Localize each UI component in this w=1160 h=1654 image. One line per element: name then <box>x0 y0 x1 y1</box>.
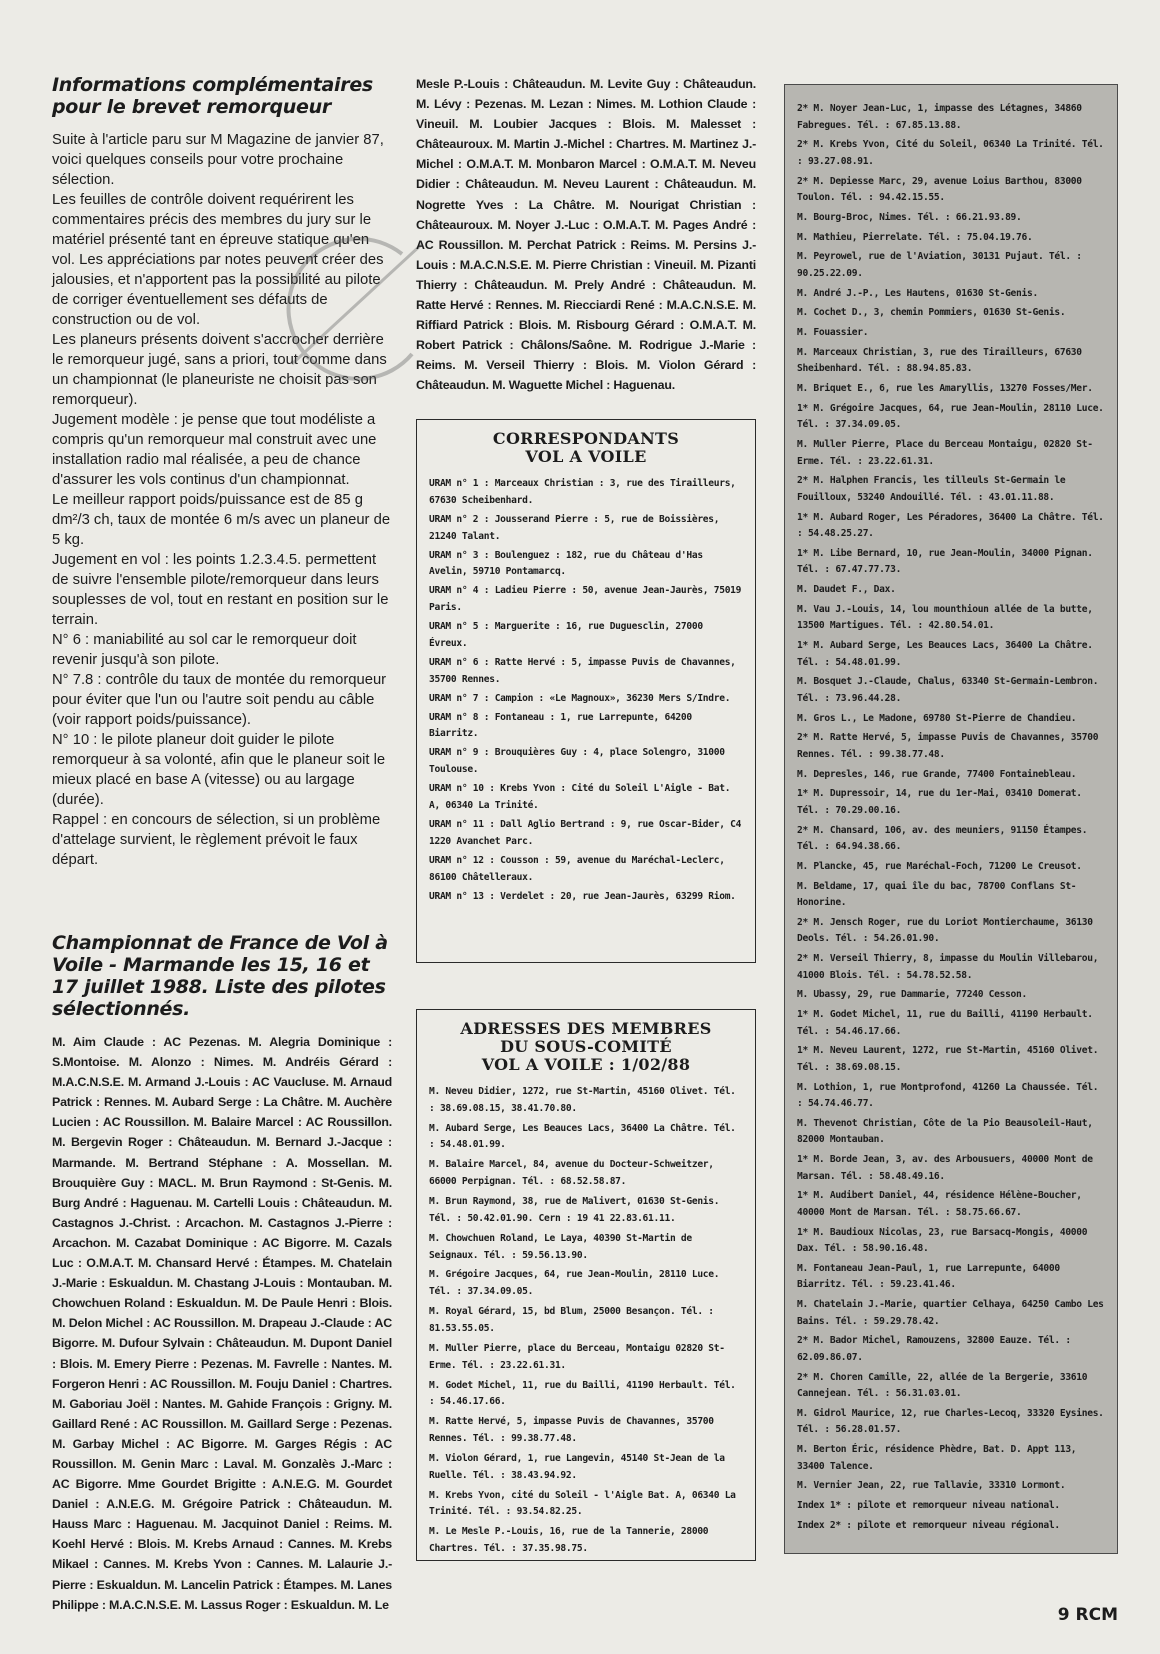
list-item: M. Ubassy, 29, rue Dammarie, 77240 Cesson. <box>797 989 1027 1001</box>
pilot-selection-list-continued: Mesle P.-Louis : Châteaudun. M. Levite Guy : Châteaudun. M. Lévy : Pezenas. M. Lezan : Nimes. M. Lothion Claude : Vineuil. M. Loubier Jacques : Blois. M. Malesset : Châteauroux. M. Martin J.-Michel : Chartres. M. Martinez J.-Michel : O.M.A.T. M. Monbaron Marcel : O.M.A.T. M. Neveu Didier : Châteaudun. M. Neveu Laurent : Châteaudun. M. Nogrette Yves : La Châtre. M. Nourigat Christian : Châteauroux. M. Noyer J.-Luc : O.M.A.T. M. Pages André : AC Roussillon. M. Perchat Patrick : Reims. M. Persins J.-Louis : M.A.C.N.S.E. M. Pierre Christian : Vineuil. M. Pizanti Thierry : Châteaudun. M. Prely André : Châteaudun. M. Ratte Hervé : Rennes. M. Riecciardi René : M.A.C.N.S.E. M. Riffiard Patrick : Blois. M. Risbourg Gérard : O.M.A.T. M. Robert Patrick : Châlons/Saône. M. Rodrigue J.-Marie : Reims. M. Verseil Thierry : Blois. M. Violon Gérard : Châteaudun. M. Waguette Michel : Haguenau. <box>416 77 756 393</box>
list-item: URAM n° 7 : Campion : «Le Magnoux», 36230 Mers S/Indre. <box>429 692 731 704</box>
list-item: 1* M. Aubard Serge, Les Beauces Lacs, 36400 La Châtre. Tél. : 54.48.01.99. <box>797 640 1093 668</box>
list-item: URAM n° 12 : Cousson : 59, avenue du Maréchal-Leclerc, 86100 Châtelleraux. <box>429 854 725 883</box>
article-body <box>52 130 392 870</box>
legend-line: Index 2* : pilote et remorqueur niveau régional. <box>797 1519 1060 1531</box>
list-item: 2* M. Halphen Francis, les tilleuls St-Germain le Fouilloux, 53240 Andouillé. Tél. : 43.01.11.88. <box>797 475 1066 503</box>
list-item: M. Vernier Jean, 22, rue Tallavie, 33310 Lormont. <box>797 1480 1066 1492</box>
list-item: 1* M. Godet Michel, 11, rue du Bailli, 41190 Herbault. Tél. : 54.46.17.66. <box>797 1009 1093 1037</box>
list-item: M. Fontaneau Jean-Paul, 1, rue Larrepunte, 64000 Biarritz. Tél. : 59.23.41.46. <box>797 1262 1060 1291</box>
list-item: M. Bosquet J.-Claude, Chalus, 63340 St-Germain-Lembron. Tél. : 73.96.44.28. <box>797 676 1099 704</box>
correspondants-box <box>416 419 756 963</box>
list-item: M. Beldame, 17, quai île du bac, 78700 Conflans St-Honorine. <box>797 880 1077 908</box>
championship-title: Championnat de France de Vol à Voile - Marmande les 15, 16 et 17 juillet 1988. Liste des pilotes sélectionnés. <box>52 932 388 1020</box>
list-item: 2* M. Verseil Thierry, 8, impasse du Moulin Villebarou, 41000 Blois. Tél. : 54.78.52.58. <box>797 953 1099 981</box>
list-item: 2* M. Jensch Roger, rue du Loriot Montierchaume, 36130 Deols. Tél. : 54.26.01.90. <box>797 916 1093 945</box>
middle-column <box>416 74 756 1555</box>
list-item: URAM n° 13 : Verdelet : 20, rue Jean-Jaurès, 63299 Riom. <box>429 890 736 902</box>
list-item: 1* M. Borde Jean, 3, av. des Arbousuers, 40000 Mont de Marsan. Tél. : 58.48.49.16. <box>797 1154 1093 1182</box>
article-paragraph: N° 6 : maniabilité au sol car le remorqueur doit revenir jusqu'à son pilote. <box>52 632 357 668</box>
list-item: URAM n° 1 : Marceaux Christian : 3, rue des Tirailleurs, 67630 Scheibenhard. <box>429 478 736 506</box>
list-item: M. Chatelain J.-Marie, quartier Celhaya, 64250 Cambo Les Bains. Tél. : 59.29.78.42. <box>797 1299 1104 1327</box>
list-item: 1* M. Libe Bernard, 10, rue Jean-Moulin, 34000 Pignan. Tél. : 67.47.77.73. <box>797 547 1093 576</box>
list-item: URAM n° 9 : Brouquières Guy : 4, place Solengro, 31000 Toulouse. <box>429 747 725 776</box>
article-title: Informations complémentaires pour le brevet remorqueur <box>52 74 373 118</box>
list-item: M. Royal Gérard, 15, bd Blum, 25000 Besançon. Tél. : 81.53.55.05. <box>429 1306 714 1334</box>
article-paragraph: N° 10 : le pilote planeur doit guider le pilote remorqueur à sa volonté, afin que le planeur soit le mieux placé en base A (vitesse) ou au largage (durée). <box>52 732 386 808</box>
list-item: 1* M. Dupressoir, 14, rue du 1er-Mai, 03410 Domerat. Tél. : 70.29.00.16. <box>797 788 1082 816</box>
list-item: M. Violon Gérard, 1, rue Langevin, 45140 St-Jean de la Ruelle. Tél. : 38.43.94.92. <box>429 1452 725 1481</box>
list-item: 2* M. Ratte Hervé, 5, impasse Puvis de Chavannes, 35700 Rennes. Tél. : 99.38.77.48. <box>797 732 1099 760</box>
list-item: URAM n° 4 : Ladieu Pierre : 50, avenue Jean-Jaurès, 75019 Paris. <box>429 585 742 614</box>
list-item: M. Marceaux Christian, 3, rue des Tirailleurs, 67630 Sheibenhard. Tél. : 88.94.85.83. <box>797 346 1082 375</box>
index-legend <box>797 1498 1107 1534</box>
list-item: M. Godet Michel, 11, rue du Bailli, 41190 Herbault. Tél. : 54.46.17.66. <box>429 1379 736 1408</box>
list-item: 1* M. Grégoire Jacques, 64, rue Jean-Moulin, 28110 Luce. Tél. : 37.34.09.05. <box>797 402 1104 431</box>
list-item: M. Le Mesle P.-Louis, 16, rue de la Tannerie, 28000 Chartres. Tél. : 37.35.98.75. <box>429 1526 709 1555</box>
list-item: M. Peyrowel, rue de l'Aviation, 30131 Pujaut. Tél. : 90.25.22.09. <box>797 251 1082 279</box>
title-line: CORRESPONDANTS <box>492 429 680 448</box>
sous-comite-title <box>429 1020 743 1074</box>
article-paragraph: Les planeurs présents doivent s'accrocher derrière le remorqueur jugé, sans a priori, tout comme dans un championnat (le planeuriste ne choisit pas son remorqueur). <box>52 332 387 408</box>
list-item: 2* M. Noyer Jean-Luc, 1, impasse des Létagnes, 34860 Fabregues. Tél. : 67.85.13.88. <box>797 103 1082 131</box>
magazine-name: RCM <box>1075 1605 1118 1625</box>
list-item: M. Fouassier. <box>797 327 869 338</box>
list-item: M. Cochet D., 3, chemin Pommiers, 01630 St-Genis. <box>797 307 1066 319</box>
list-item: M. André J.-P., Les Hautens, 01630 St-Genis. <box>797 287 1038 299</box>
list-item: M. Brun Raymond, 38, rue de Malivert, 01630 St-Genis. Tél. : 50.42.01.90. Cern : 19 41 22.83.61.11. <box>429 1196 720 1224</box>
article-paragraph: Suite à l'article paru sur M Magazine de janvier 87, voici quelques conseils pour votre prochaine sélection. <box>52 132 384 188</box>
list-item: 1* M. Audibert Daniel, 44, résidence Hélène-Boucher, 40000 Mont de Marsan. Tél. : 58.75.66.67. <box>797 1190 1082 1218</box>
list-item: 2* M. Choren Camille, 22, allée de la Bergerie, 33610 Cannejean. Tél. : 56.31.03.01. <box>797 1371 1088 1399</box>
article-paragraph: Rappel : en concours de sélection, si un problème d'attelage survient, le règlement prévoit le faux départ. <box>52 812 381 868</box>
article-paragraph: N° 7.8 : contrôle du taux de montée du remorqueur pour éviter que l'un ou l'autre soit pendu au câble (voir rapport poids/puissance). <box>52 672 387 728</box>
list-item: M. Muller Pierre, Place du Berceau Montaigu, 02820 St-Erme. Tél. : 23.22.61.31. <box>797 439 1093 467</box>
list-item: M. Berton Éric, résidence Phèdre, Bat. D. Appt 113, 33400 Talence. <box>797 1444 1077 1472</box>
list-item: URAM n° 6 : Ratte Hervé : 5, impasse Puvis de Chavannes, 35700 Rennes. <box>429 656 736 685</box>
list-item: M. Gidrol Maurice, 12, rue Charles-Lecoq, 33320 Eysines. Tél. : 56.28.01.57. <box>797 1407 1104 1436</box>
list-item: M. Chowchuen Roland, Le Laya, 40390 St-Martin de Seignaux. Tél. : 59.56.13.90. <box>429 1232 692 1261</box>
list-item: M. Ratte Hervé, 5, impasse Puvis de Chavannes, 35700 Rennes. Tél. : 99.38.77.48. <box>429 1416 714 1444</box>
list-item: URAM n° 8 : Fontaneau : 1, rue Larrepunte, 64200 Biarritz. <box>429 711 692 740</box>
list-item: M. Plancke, 45, rue Maréchal-Foch, 71200 Le Creusot. <box>797 860 1082 872</box>
list-item: M. Briquet E., 6, rue les Amaryllis, 13270 Fosses/Mer. <box>797 383 1093 394</box>
list-item: M. Depresles, 146, rue Grande, 77400 Fontainebleau. <box>797 768 1077 780</box>
list-item: M. Grégoire Jacques, 64, rue Jean-Moulin, 28110 Luce. Tél. : 37.34.09.05. <box>429 1269 720 1298</box>
list-item: 2* M. Depiesse Marc, 29, avenue Loius Barthou, 83000 Toulon. Tél. : 94.42.15.55. <box>797 175 1082 203</box>
article-paragraph: Le meilleur rapport poids/puissance est de 85 g dm²/3 ch, taux de montée 6 m/s avec un planeur de 5 kg. <box>52 492 391 548</box>
championship-section <box>52 932 392 1615</box>
title-line: VOL A VOILE : 1/02/88 <box>481 1055 691 1074</box>
list-item: URAM n° 2 : Jousserand Pierre : 5, rue de Boissières, 21240 Talant. <box>429 513 720 542</box>
title-line: DU SOUS-COMITÉ <box>500 1037 672 1056</box>
sous-comite-box <box>416 1009 756 1561</box>
list-item: URAM n° 10 : Krebs Yvon : Cité du Soleil L'Aigle - Bat. A, 06340 La Trinité. <box>429 783 731 812</box>
list-item: M. Mathieu, Pierrelate. Tél. : 75.04.19.76. <box>797 231 1033 243</box>
list-item: URAM n° 3 : Boulenguez : 182, rue du Château d'Has Avelin, 59710 Pontamarcq. <box>429 549 703 578</box>
list-item: 1* M. Baudioux Nicolas, 23, rue Barsacq-Mongis, 40000 Dax. Tél. : 58.90.16.48. <box>797 1226 1088 1254</box>
list-item: M. Aubard Serge, Les Beauces Lacs, 36400 La Châtre. Tél. : 54.48.01.99. <box>429 1122 736 1151</box>
pilot-selection-list: M. Aim Claude : AC Pezenas. M. Alegria Dominique : S.Montoise. M. Alonzo : Nimes. M. Andréis Gérard : M.A.C.N.S.E. M. Armand J.-Louis : AC Vaucluse. M. Arnaud Patrick : Rennes. M. Aubard Serge : La Châtre. M. Auchère Lucien : AC Roussillon. M. Balaire Marcel : AC Roussillon. M. Bergevin Roger : Châteaudun. M. Bernard J.-Jacque : Marmande. M. Bertrand Stéphane : A. Mossellan. M. Brouquière Guy : MACL. M. Brun Raymond : St-Genis. M. Burg André : Haguenau. M. Cartelli Louis : Châteaudun. M. Castagnos J.-Christ. : Arcachon. M. Castagnos J.-Pierre : Arcachon. M. Cazabat Dominique : AC Bigorre. M. Cazals Luc : O.M.A.T. M. Chansard Hervé : Étampes. M. Chatelain J.-Marie : Eskualdun. M. Chastang J-Louis : Montauban. M. Chowchuen Roland : Eskualdun. M. De Paule Henri : Blois. M. Delon Michel : AC Roussillon. M. Drapeau J.-Claude : AC Bigorre. M. Dufour Sylvain : Châteaudun. M. Dupont Daniel : Blois. M. Emery Pierre : Pezenas. M. Favrelle : Nantes. M. Forgeron Henri : AC Roussillon. M. Fouju Daniel : Chartres. M. Gaboriau Joël : Nantes. M. Gahide François : Grigny. M. Gaillard René : AC Roussillon. M. Gaillard Serge : Pezenas. M. Garbay Michel : AC Bigorre. M. Garges Régis : AC Roussillon. M. Genin Marc : Laval. M. Gonzalès J.-Marc : AC Bigorre. Mme Gourdet Brigitte : A.N.E.G. M. Gourdet Daniel : A.N.E.G. M. Grégoire Patrick : Châteaudun. M. Hauss Marc : Haguenau. M. Jacquinot Daniel : Reims. M. Koehl Hervé : Blois. M. Krebs Arnaud : Cannes. M. Krebs Mikael : Cannes. M. Krebs Yvon : Cannes. M. Lalaurie J.-Pierre : Eskualdun. M. Lancelin Patrick : Étampes. M. Lanes Philippe : M.A.C.N.S.E. M. Lassus Roger : Eskualdun. M. Le <box>52 1035 392 1612</box>
list-item: M. Thevenot Christian, Côte de la Pio Beausoleil-Haut, 82000 Montauban. <box>797 1117 1093 1146</box>
list-item: M. Krebs Yvon, cité du Soleil - l'Aigle Bat. A, 06340 La Trinité. Tél. : 93.54.82.25. <box>429 1489 736 1518</box>
list-item: M. Balaire Marcel, 84, avenue du Docteur-Schweitzer, 66000 Perpignan. Tél. : 68.52.58.87. <box>429 1159 714 1188</box>
list-item: 1* M. Neveu Laurent, 1272, rue St-Martin, 45160 Olivet. Tél. : 38.69.08.15. <box>797 1045 1099 1073</box>
title-line: ADRESSES DES MEMBRES <box>460 1019 712 1038</box>
list-item: M. Bourg-Broc, Nimes. Tél. : 66.21.93.89. <box>797 211 1022 223</box>
list-item: M. Lothion, 1, rue Montprofond, 41260 La Chaussée. Tél. : 54.74.46.77. <box>797 1081 1099 1109</box>
list-item: URAM n° 5 : Marguerite : 16, rue Duguesclin, 27000 Évreux. <box>429 621 703 649</box>
list-item: URAM n° 11 : Dall Aglio Bertrand : 9, rue Oscar-Bider, C4 1220 Avanchet Parc. <box>429 819 742 847</box>
list-item: 2* M. Krebs Yvon, Cité du Soleil, 06340 La Trinité. Tél. : 93.27.08.91. <box>797 139 1104 167</box>
list-item: 2* M. Chansard, 106, av. des meuniers, 91150 Étampes. Tél. : 64.94.38.66. <box>797 824 1088 852</box>
list-item: M. Vau J.-Louis, 14, lou mounthioun allée de la butte, 13500 Martigues. Tél. : 42.80.54.01. <box>797 603 1093 632</box>
article-paragraph: Jugement en vol : les points 1.2.3.4.5. permettent de suivre l'ensemble pilote/remorqueur dans leurs souplesses de vol, tout en restant en position sur le terrain. <box>52 552 389 628</box>
correspondants-title <box>429 430 743 466</box>
page-number: 9 <box>1057 1605 1070 1625</box>
list-item: M. Muller Pierre, place du Berceau, Montaigu 02820 St-Erme. Tél. : 23.22.61.31. <box>429 1342 725 1371</box>
list-item: M. Daudet F., Dax. <box>797 584 896 595</box>
legend-line: Index 1* : pilote et remorqueur niveau national. <box>797 1500 1060 1511</box>
list-item: 1* M. Aubard Roger, Les Péradores, 36400 La Châtre. Tél. : 54.48.25.27. <box>797 511 1104 539</box>
page-footer <box>1058 1605 1118 1625</box>
list-item: M. Neveu Didier, 1272, rue St-Martin, 45160 Olivet. Tél. : 38.69.08.15, 38.41.70.80. <box>429 1086 736 1114</box>
left-column <box>52 74 392 1612</box>
list-item: 2* M. Bador Michel, Ramouzens, 32800 Eauze. Tél. : 62.09.86.07. <box>797 1335 1071 1363</box>
article-paragraph: Jugement modèle : je pense que tout modéliste a compris qu'un remorqueur mal construit avec une installation radio mal réalisée, a peu de chance d'assurer les vols continus d'un championnat. <box>52 412 377 488</box>
title-line: VOL A VOILE <box>525 447 647 466</box>
list-item: M. Gros L., Le Madone, 69780 St-Pierre de Chandieu. <box>797 712 1077 724</box>
article-paragraph: Les feuilles de contrôle doivent requérirent les commentaires précis des membres du jury sur le matériel présenté tant en épreuve statique qu'en vol. Les appréciations par notes peuvent créer des jalousies, et n'apportent pas la possibilité au pilote de corriger éventuellement ses défauts de construction ou de vol. <box>52 192 384 328</box>
pilot-address-box <box>784 84 1118 1554</box>
